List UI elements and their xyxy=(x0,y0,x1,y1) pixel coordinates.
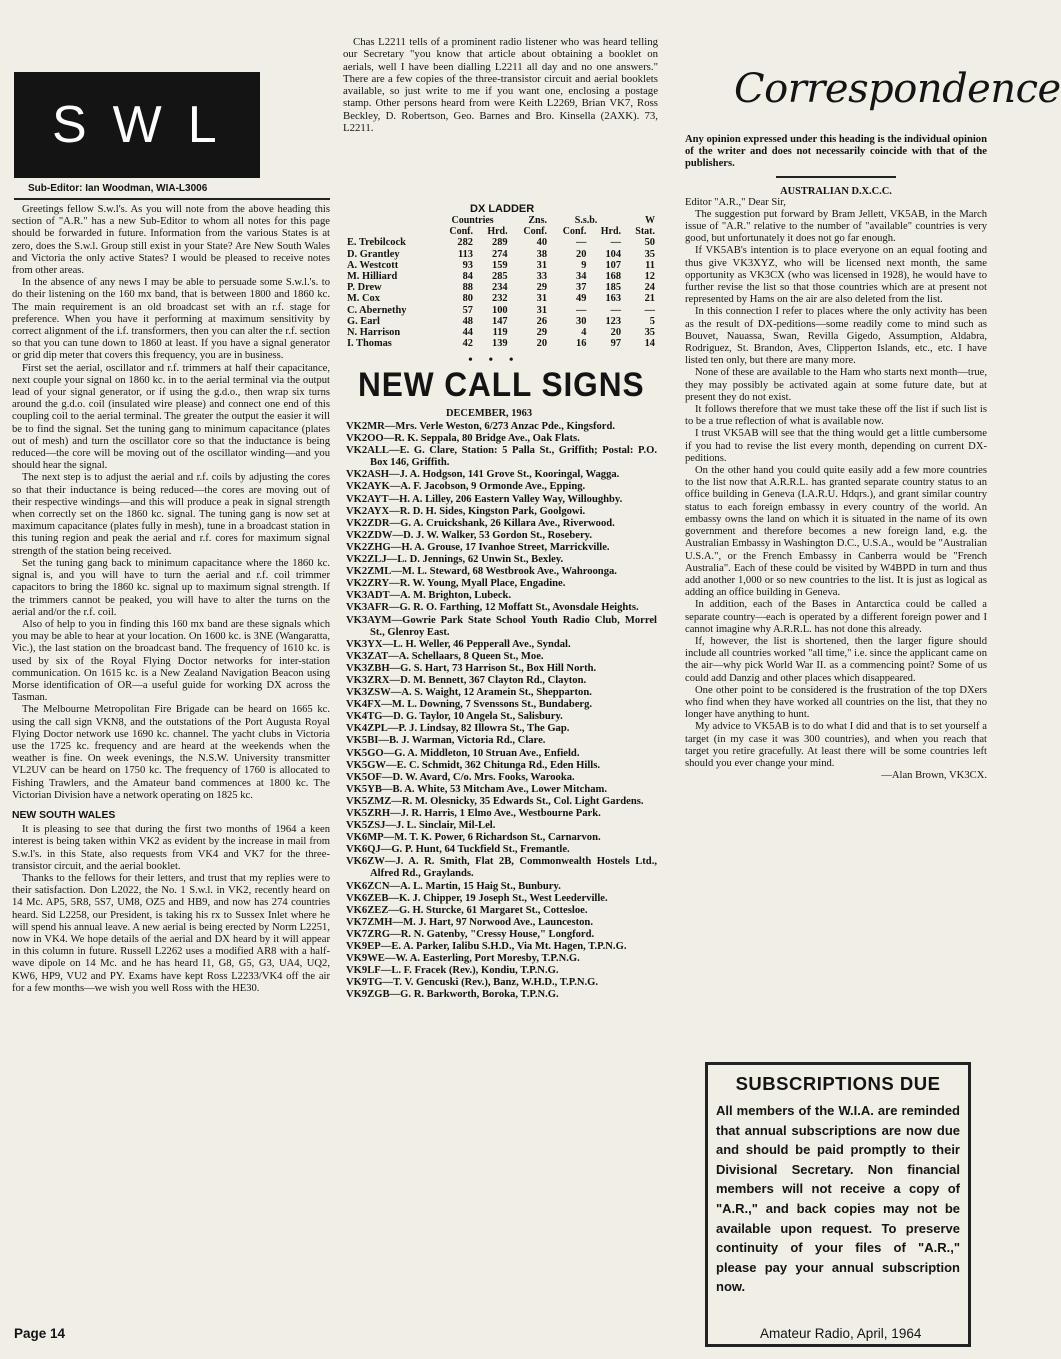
page-number: Page 14 xyxy=(14,1326,66,1341)
dx-header-cell: Hrd. xyxy=(600,226,622,238)
dx-cell: 40 xyxy=(536,237,548,249)
swl-paragraph: Greetings fellow S.w.l's. As you will note from the above heading this section of "A.R." has a new Sub-Editor to whom all notes for this page should be forwarded in future. Information from the various States is at zero, does the S.w.l. Group still exist in your State? Are New South Wales and Victoria the only active States? I would be pleased to receive notes from other areas. xyxy=(12,204,330,277)
dx-cell: 50 xyxy=(644,237,655,249)
call-sign-entry: VK2ASH—J. A. Hodgson, 141 Grove St., Kooringal, Wagga. xyxy=(346,469,620,481)
call-sign-entry: VK2MR—Mrs. Verle Weston, 6/273 Anzac Pde., Kingsford. xyxy=(346,421,616,432)
call-sign-entry: VK2ZML—M. L. Steward, 68 Westbrook Ave., Wahroonga. xyxy=(346,566,617,578)
dx-cell: 33 xyxy=(536,271,548,283)
dx-ladder-row xyxy=(345,293,657,304)
call-sign-entry: VK5ZMZ—R. M. Olesnicky, 35 Edwards St., Col. Light Gardens. xyxy=(346,795,644,807)
swl-column xyxy=(12,204,330,995)
nsw-paragraph: Thanks to the fellows for their letters, and trust that my replies were to their satisfaction. Don L2022, the No. 1 S.w.l. in VK2, recently heard on 14 Mc. AP5, 5R8, 5S7, UM8, OZ5 and HB9, and now has 274 countries heard. Sid L2258, our President, is taking his rx to Sussex Inlet where he will spend his annual leave. A new aerial is being erected by Norm L2251, now in VK4. We hope details of the aerial and DX heard by it will appear in this column in future. Russell L2262 uses a modified AR8 with a half-wave dipole on 14 Mc. and he has heard I1, G8, G5, G3, UA4, UQ2, KW6, HP9, VU2 and PY. Exams have kept Ross L2233/VK4 off the air for a few months—we wish you well Ross with the HE30. xyxy=(12,872,330,994)
call-sign-entry: VK2ZHG—H. A. Grouse, 17 Ivanhoe Street, Marrickville. xyxy=(346,541,610,553)
dx-cell: 12 xyxy=(644,271,655,283)
call-sign-entry: VK2AYK—A. F. Jacobson, 9 Ormonde Ave., Epping. xyxy=(346,481,586,493)
dx-cell: 21 xyxy=(644,293,655,305)
dx-group-w: W xyxy=(645,215,655,226)
divider xyxy=(776,176,896,178)
dx-ladder-row xyxy=(345,316,657,327)
dx-cell: 11 xyxy=(645,259,655,271)
letter-paragraph: None of these are available to the Ham who starts next month—true, they may possibly be activated again at some future date, but at present they do not exist. xyxy=(685,367,987,403)
dx-operator-name: E. Trebilcock xyxy=(347,237,406,249)
dx-operator-name: M. Hilliard xyxy=(347,271,398,283)
call-sign-entry: VK2ZDW—D. J. W. Walker, 53 Gordon St., Rosebery. xyxy=(346,529,593,541)
dx-cell: 163 xyxy=(605,293,622,305)
dx-operator-name: M. Cox xyxy=(347,293,380,305)
call-sign-entry: VK2ZRY—R. W. Young, Myall Place, Engadine. xyxy=(346,578,566,590)
dx-cell: 44 xyxy=(462,327,473,339)
call-sign-entry: VK9EP—E. A. Parker, Ialibu S.H.D., Via Mt. Hagen, T.P.N.G. xyxy=(346,941,627,953)
dx-cell: 30 xyxy=(576,315,587,327)
call-sign-entry: VK3ZSW—A. S. Waight, 12 Aramein St., Shepparton. xyxy=(346,687,592,699)
dx-header-group-row xyxy=(345,215,657,226)
dx-cell: 35 xyxy=(644,327,655,339)
correspondence-title: Correspondence xyxy=(734,66,1061,112)
dx-cell: 26 xyxy=(536,315,548,327)
dx-cell: 84 xyxy=(462,271,473,283)
dx-cell: 20 xyxy=(610,327,622,339)
call-sign-entry: VK3ADT—A. M. Brighton, Lubeck. xyxy=(346,590,512,602)
subscriptions-text: All members of the W.I.A. are reminded that annual subscriptions are now due and should be paid promptly to their Divisional Secretary. Non financial members will not receive a copy of "A.R.," and back copies may not be available upon request. To preserve continuity of your files of "A.R.," please pay your annual subscription now. xyxy=(716,1103,960,1295)
call-sign-entry: VK9TG—T. V. Gencuski (Rev.), Banz, W.H.D., T.P.N.G. xyxy=(346,977,599,989)
call-sign-entry: VK3ZAT—A. Schellaars, 8 Queen St., Moe. xyxy=(346,650,544,662)
swl-title: SWL xyxy=(52,96,243,154)
letter-paragraph: One other point to be considered is the frustration of the top DXers who find when they have worked all countries on the list, that they no longer have anything to hunt. xyxy=(685,684,987,721)
call-sign-entry: VK6ZCN—A. L. Martin, 15 Haig St., Bunbury. xyxy=(346,880,561,892)
dx-cell: 139 xyxy=(492,338,508,350)
dx-cell: 168 xyxy=(605,271,622,283)
subscriptions-title: SUBSCRIPTIONS DUE xyxy=(735,1073,941,1094)
dx-ladder-row xyxy=(345,260,657,271)
dx-cell: 49 xyxy=(576,293,587,305)
dx-cell: 80 xyxy=(462,293,473,305)
dx-cell: 16 xyxy=(576,338,587,350)
dx-cell: 285 xyxy=(492,271,508,283)
letter-paragraph: On the other hand you could quite easily add a few more countries to the list now that A.R.R.L. has granted separate country status to an office building in Geneva (I.A.R.U. Hdqrs.), and grant similar country status to each foreign embassy in every country of the world. An embassy owns the land on which it is situated in the name of its own government and therefore becomes a new foreign land, e.g. the Australian Embassy in Washington D.C., U.S.A., would be "Australian U.S.A.", or the French Embassy in Canberra would be "French Australia". Each of these could be visited by W4BPD in turn and thus add another 1,000 or so new countries to the list. It is just as logical as adding an office building in Geneva. xyxy=(685,465,987,599)
call-sign-entry: VK5OF—D. W. Avard, C/o. Mrs. Fooks, Warooka. xyxy=(346,771,575,783)
new-call-signs-date: DECEMBER, 1963 xyxy=(446,408,533,419)
correspondence-disclaimer: Any opinion expressed under this heading is the individual opinion of the writer and does not necessarily coincide with that of the publishers. xyxy=(685,134,987,170)
dx-operator-name: I. Thomas xyxy=(347,338,392,350)
dx-ladder-row xyxy=(345,237,657,248)
dx-header-cell: Hrd. xyxy=(487,226,508,238)
call-sign-entry: VK3ZBH—G. S. Hart, 73 Harrison St., Box Hill North. xyxy=(346,662,597,674)
dx-cell: 35 xyxy=(644,248,655,260)
swl-section-banner xyxy=(14,72,260,178)
dx-cell: 104 xyxy=(605,248,622,260)
call-sign-entry: VK2ALL—E. G. Clare, Station: 5 Palla St., Griffith; Postal: P.O. Box 146, Griffith. xyxy=(346,445,657,469)
swl-paragraph: In the absence of any news I may be able to persuade some S.w.l.'s. to do their listening on the 160 mx band, that is between 1800 and 1860 kc. The main requirement is an old broadcast set with an r.f. stage for preference. When you have it performing at maximum sensitivity by correct alignment of the i.f. transformers, then you can alter the r.f. section so that you can tune down to 1860 at least. If you have a signal generator or grid dip meter that covers this frequency, you are in business. xyxy=(12,277,330,362)
dx-cell: 232 xyxy=(492,293,508,305)
dx-cell: 107 xyxy=(605,259,622,271)
dx-operator-name: C. Abernethy xyxy=(347,304,407,316)
letter-salutation: Editor "A.R.," Dear Sir, xyxy=(685,196,786,208)
call-sign-entry: VK2ZDR—G. A. Cruickshank, 26 Killara Ave., Riverwood. xyxy=(346,517,615,529)
dx-cell: — xyxy=(644,304,655,316)
letter-paragraph: If, however, the list is shortened, then the larger figure should include all countries worked "all time," i.e. since the applicant came on the air—why pick World War II. as a commencing point? Some of us could add Danzig and other places which disappeared. xyxy=(685,635,987,684)
dx-cell: 4 xyxy=(581,327,587,339)
call-sign-entry: VK3ZRX—D. M. Bennett, 367 Clayton Rd., Clayton. xyxy=(346,674,587,686)
call-sign-entry: VK3AYM—Gowrie Park State School Youth Radio Club, Morrel St., Glenroy East. xyxy=(346,614,657,638)
dx-cell: 57 xyxy=(462,304,473,316)
call-sign-entry: VK5YB—B. A. White, 53 Mitcham Ave., Lower Mitcham. xyxy=(346,783,607,795)
correspondence-column xyxy=(685,134,987,782)
dx-cell: 48 xyxy=(462,315,473,327)
letter-paragraph: In this connection I refer to places where the only activity has been as the result of DX-peditions—some readily come to mind such as Bouvet, Nauassa, Swan, Revilla Gigedo, Assumption, Aldabra, Rodriguez, St. Brandon, Aves, Clipperton Islands, etc., etc. I have listed ten only, but there are many more. xyxy=(685,306,987,367)
call-sign-entry: VK7ZRG—R. N. Gatenby, "Cressy House," Longford. xyxy=(346,928,595,940)
call-sign-entry: VK5GW—E. C. Schmidt, 362 Chitunga Rd., Eden Hills. xyxy=(346,759,601,771)
dx-header-cell: Conf. xyxy=(562,226,587,238)
call-sign-entry: VK9LF—L. F. Fracek (Rev.), Kondiu, T.P.N.G. xyxy=(346,965,559,977)
dx-ladder-row xyxy=(345,305,657,316)
dx-operator-name: G. Earl xyxy=(347,315,380,327)
letter-paragraph: If VK5AB's intention is to place everyone on an equal footing and thus give VK3XYZ, who will be licensed next month, the same opportunity as VK3CX (who was licensed in 1928), he would have to further revise the list so that those countries which are at present not represented by Hams on the air are also deleted from the list. xyxy=(685,245,987,306)
call-sign-entry: VK6QJ—G. P. Hunt, 64 Tuckfield St., Fremantle. xyxy=(346,844,570,856)
letter-paragraph: I trust VK5AB will see that the thing would get a little cumbersome if you had to revise the list every month, depending on current DX-peditions. xyxy=(685,428,987,464)
dx-header-cell: Conf. xyxy=(449,226,473,238)
call-sign-entry: VK6MP—M. T. K. Power, 6 Richardson St., Carnarvon. xyxy=(346,832,601,844)
call-sign-entry: VK5BI—B. J. Warman, Victoria Rd., Clare. xyxy=(346,735,546,747)
dx-cell: 42 xyxy=(462,338,473,350)
dx-group-countries: Countries xyxy=(451,215,494,226)
dx-ladder-table xyxy=(345,215,657,349)
publication-line: Amateur Radio, April, 1964 xyxy=(760,1326,922,1341)
swl-paragraph: Chas L2211 tells of a prominent radio listener who was heard telling our Secretary "you know that article about obtaining a booklet on aerials, well I have been dialling L2211 all day and no one answers." There are a few copies of the three-transistor circuit and aerial booklets available, so just write to me if you want one, enclosing a postage stamp. Other persons heard from were Keith L2269, Brian VK7, Ross Beckley, D. Robertson, Geo. Barnes and Bro. Kinsella (2AXK). 73, L2211. xyxy=(343,36,658,135)
swl-continued xyxy=(343,36,658,134)
call-sign-entry: VK4TG—D. G. Taylor, 10 Angela St., Salisbury. xyxy=(346,711,563,723)
dx-cell: 282 xyxy=(457,237,473,249)
call-sign-entry: VK9WE—W. A. Easterling, Port Moresby, T.P.N.G. xyxy=(346,953,580,965)
dx-ladder-row xyxy=(345,338,657,349)
call-sign-entry: VK2ZLJ—L. D. Jennings, 62 Unwin St., Bexley. xyxy=(346,554,564,566)
swl-paragraph: The Melbourne Metropolitan Fire Brigade can be heard on 1665 kc. using the call sign VKN8, and the outstations of the Port Augusta Royal Flying Doctor network use 1690 kc. channel. The yacht clubs in Victoria use the 1725 kc. frequency and are heard at the weekends when the weather is fine. On week evenings, the N.S.W. University transmitter VL2UV can be heard on 1750 kc. The frequency of 1760 is allocated to Fishing Trawlers, and the Amateur band commences at 1800 kc. The Victorian Division have a network operating on 1825 kc. xyxy=(12,704,330,801)
dx-operator-name: N. Harrison xyxy=(347,327,401,339)
call-sign-entry: VK3YX—L. H. Weller, 46 Pepperall Ave., Syndal. xyxy=(346,638,571,650)
dx-ladder-title: DX LADDER xyxy=(470,203,535,215)
nsw-paragraph: It is pleasing to see that during the first two months of 1964 a keen interest is being taken within VK2 as evident by the increase in mail from S.w.l's. in this State, also requests from VK4 and VK7 for the three-transistor circuit, and the aerial booklet. xyxy=(12,824,330,872)
letter-paragraph: My advice to VK5AB is to do what I did and that is to set yourself a target (in my case it was 300 countries), and when you reach that target you retire gracefully. At least there will be some countries left should you ever change your mind. xyxy=(685,721,987,769)
call-sign-entry: VK2OO—R. K. Seppala, 80 Bridge Ave., Oak Flats. xyxy=(346,433,580,445)
dx-cell: 234 xyxy=(492,282,508,294)
call-sign-entry: VK2AYT—H. A. Lilley, 206 Eastern Valley Way, Willoughby. xyxy=(346,493,623,505)
dx-cell: 274 xyxy=(492,248,508,260)
swl-paragraph: Set the tuning gang back to minimum capacitance where the 1860 kc. signal is, and you will have to turn the aerial and r.f. coil trimmer capacitors to bring the 1860 kc. signal up to maximum signal strength. If the trimmers cannot be peaked, you will have to alter the turns on the aerial and/or the r.f. coil. xyxy=(12,557,330,618)
dx-cell: 31 xyxy=(536,304,548,316)
call-sign-entry: VK5ZRH—J. R. Harris, 1 Elmo Ave., Westbourne Park. xyxy=(346,808,601,819)
swl-paragraph: First set the aerial, oscillator and r.f. trimmers at half their capacitance, next couple your signal on 1860 kc. in to the aerial terminal via the output lead of your signal generator, or if using the g.d.o., then wrap six turns around the g.d.o. coil (insulated wire please) and connect one end of this coupling coil to the aerial terminal. The greater the output the easier it will be to find the signal. Set the tuning gang to minimum capacitance (plates out of mesh) and turn the oscillator core so that the inductance is being reduced—the core will be moving out of the oscillator winding—and you should hear the signal. xyxy=(12,362,330,472)
dx-cell: 37 xyxy=(576,282,587,294)
new-call-signs-list xyxy=(346,421,657,1002)
dx-ladder-body xyxy=(345,237,657,349)
swl-paragraph: The next step is to adjust the aerial and r.f. coils by adjusting the cores so that their inductance is being reduced—the cores are moving out of their respective windings—and this will produce a peak in signal strength when correctly set on the 1860 kc. signal. The tuning gang is now set at maximum capacitance (plates fully in mesh), tune in a broadcast station in this tuning region and peak the aerial and r.f. cores for maximum signal strength of the station being received. xyxy=(12,472,330,557)
call-sign-entry: VK9ZGB—G. R. Barkworth, Boroka, T.P.N.G. xyxy=(346,989,559,1001)
dx-cell: 24 xyxy=(644,282,655,294)
letter-signature: —Alan Brown, VK3CX. xyxy=(881,770,987,782)
dx-cell: 100 xyxy=(492,304,508,316)
dx-operator-name: A. Westcott xyxy=(347,259,399,271)
dx-cell: 5 xyxy=(649,315,655,327)
call-sign-entry: VK6ZEZ—G. H. Sturcke, 61 Margaret St., Cottesloe. xyxy=(346,904,588,916)
sub-editor-credit: Sub-Editor: Ian Woodman, WIA-L3006 xyxy=(28,183,208,194)
nsw-heading: NEW SOUTH WALES xyxy=(12,809,116,821)
separator-dots: • • • xyxy=(468,353,520,368)
dx-cell: 289 xyxy=(492,237,508,249)
letter-body xyxy=(685,209,987,770)
dx-cell: 14 xyxy=(644,338,655,350)
dx-cell: — xyxy=(610,237,622,249)
subscriptions-box xyxy=(705,1062,971,1347)
dx-cell: 29 xyxy=(536,282,548,294)
dx-ladder-row xyxy=(345,249,657,260)
dx-cell: 31 xyxy=(536,293,548,305)
dx-cell: 31 xyxy=(536,259,548,271)
divider xyxy=(14,198,330,200)
dx-cell: 34 xyxy=(576,271,587,283)
dx-cell: 88 xyxy=(462,282,473,294)
letter-title: AUSTRALIAN D.X.C.C. xyxy=(780,185,892,197)
dx-ladder-row xyxy=(345,271,657,282)
dx-group-zones: Zns. xyxy=(528,215,548,226)
dx-operator-name: P. Drew xyxy=(347,282,382,294)
dx-cell: 147 xyxy=(492,315,508,327)
dx-ladder-row xyxy=(345,282,657,293)
dx-cell: 29 xyxy=(536,327,548,339)
dx-header-row xyxy=(345,226,657,237)
new-call-signs-title: NEW CALL SIGNS xyxy=(358,366,645,404)
dx-cell: 119 xyxy=(492,327,508,339)
call-sign-entry: VK5ZSJ—J. L. Sinclair, Mil-Lel. xyxy=(346,820,496,832)
letter-paragraph: The suggestion put forward by Bram Jellett, VK5AB, in the March issue of "A.R." relative to the number of "available" countries is very good, but unfortunately it does not go far enough. xyxy=(685,208,987,245)
dx-header-cell: Conf. xyxy=(523,226,548,238)
dx-ladder-row xyxy=(345,327,657,338)
dx-cell: — xyxy=(576,304,587,316)
dx-cell: 9 xyxy=(581,259,587,271)
dx-cell: 123 xyxy=(605,315,622,327)
dx-cell: 20 xyxy=(576,248,587,260)
call-sign-entry: VK5GO—G. A. Middleton, 10 Struan Ave., Enfield. xyxy=(346,747,580,759)
dx-header-cell: Stat. xyxy=(635,226,655,238)
call-sign-entry: VK6ZW—J. A. R. Smith, Flat 2B, Commonwealth Hostels Ltd., Alfred Rd., Graylands. xyxy=(346,856,657,880)
dx-cell: 185 xyxy=(605,282,622,294)
dx-cell: 38 xyxy=(536,248,548,260)
call-sign-entry: VK6ZEB—K. J. Chipper, 19 Joseph St., West Leederville. xyxy=(346,892,608,904)
call-sign-entry: VK7ZMH—M. J. Hart, 97 Norwood Ave., Launceston. xyxy=(346,916,593,928)
letter-paragraph: In addition, each of the Bases in Antarctica could be called a separate country—each is operated by a different foreign power and I cannot imagine why A.R.R.L. has not done this already. xyxy=(685,599,987,635)
dx-cell: — xyxy=(576,237,587,249)
swl-paragraph: Also of help to you in finding this 160 mx band are these signals which you may be able to hear at your location. On 1600 kc. is 3NE (Wangaratta, Vic.), the last station on the broadcast band. The frequency of 1610 kc. is used by six of the Royal Flying Doctor networks for inter-station communication. On 1615 kc. is a New Zealand Navigation Beacon using Morse identification of OR—a useful guide for working DX across the Tasman. xyxy=(12,618,330,704)
call-sign-entry: VK4ZPL—P. J. Lindsay, 82 Illowra St., The Gap. xyxy=(346,723,570,735)
call-sign-entry: VK3AFR—G. R. O. Farthing, 12 Moffatt St., Avonsdale Heights. xyxy=(346,602,639,614)
dx-cell: — xyxy=(610,304,622,316)
dx-cell: 20 xyxy=(536,338,548,350)
call-sign-entry: VK4FX—M. L. Downing, 7 Svenssons St., Bundaberg. xyxy=(346,699,593,711)
dx-cell: 159 xyxy=(492,259,508,271)
call-sign-entry: VK2AYX—R. D. H. Sides, Kingston Park, Goolgowi. xyxy=(346,505,586,517)
dx-cell: 93 xyxy=(462,259,473,271)
dx-group-ssb: S.s.b. xyxy=(574,215,598,226)
dx-cell: 97 xyxy=(610,338,622,350)
dx-cell: 113 xyxy=(457,248,473,260)
dx-operator-name: D. Grantley xyxy=(347,248,400,260)
letter-paragraph: It follows therefore that we must take these off the list if such list is to be a true reflection of what is available now. xyxy=(685,404,987,428)
